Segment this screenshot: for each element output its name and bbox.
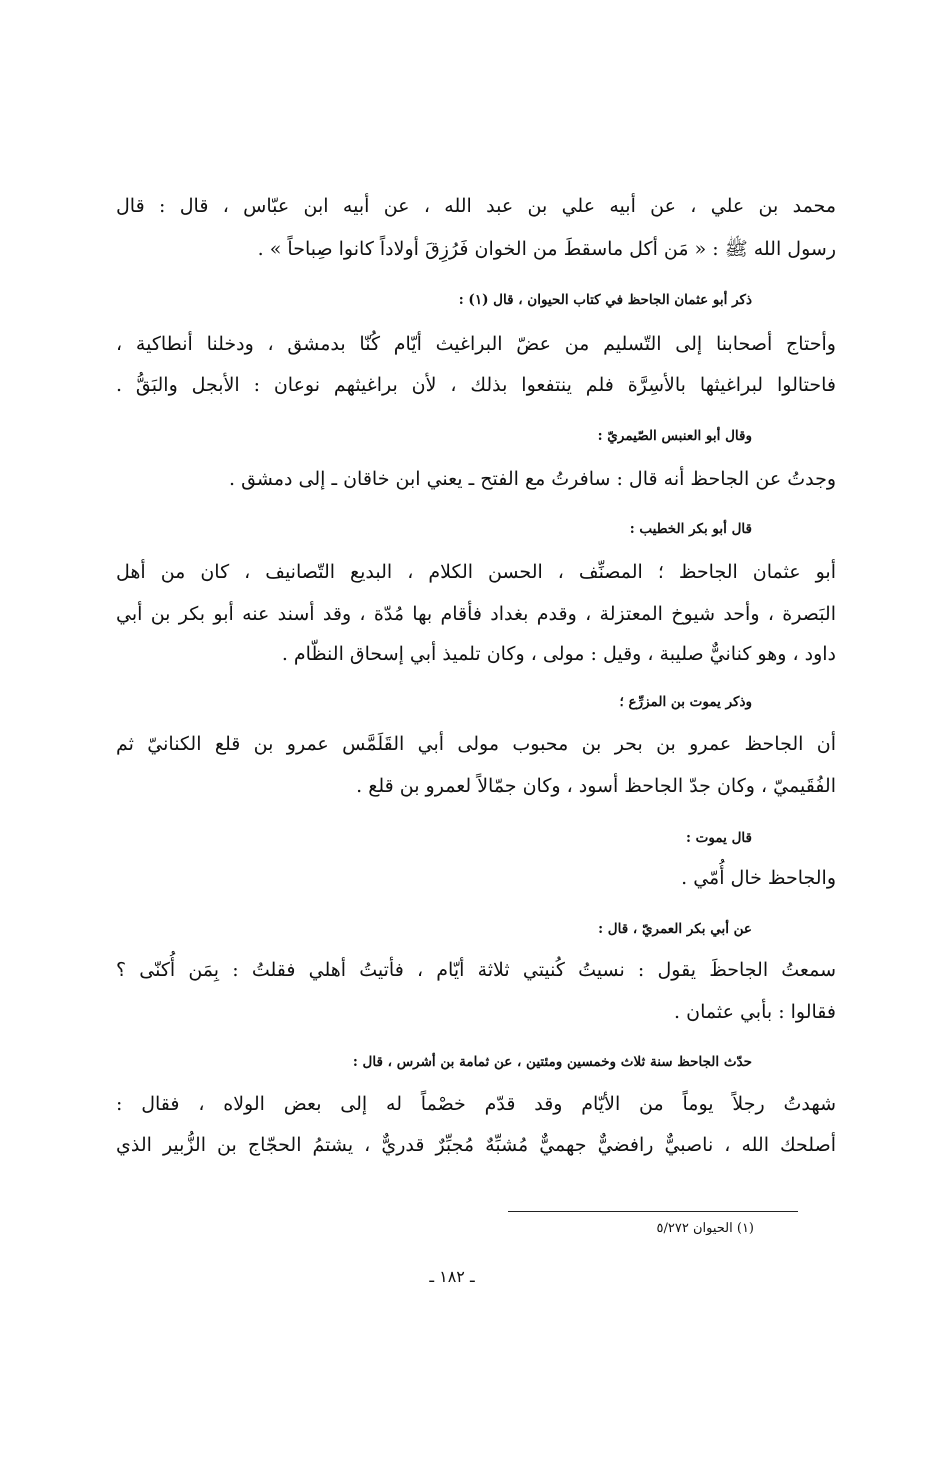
text-line-8: داود ، وهو كنانيٌّ صليبة ، وقيل : مولى ، وكان تلميذ أبي إسحاق النظّام . <box>281 643 836 665</box>
text-line-14: شهدتُ رجلاً يوماً من الأيّام وقد قدّم خصْماً له إلى بعض الولاه ، فقال : <box>116 1093 836 1115</box>
text-line-4: فاحتالوا لبراغيثها بالأسِرَّة فلم ينتفعوا بذلك ، لأن براغيثهم نوعان : الأبجل والبَقُّ . <box>116 374 836 396</box>
footnote: (١) الحيوان ٥/٢٧٢ <box>656 1221 754 1236</box>
footnote-separator <box>508 1211 798 1212</box>
section-heading-yamut: وذكر يموت بن المزرِّع ؛ <box>619 694 752 710</box>
text-line-13: فقالوا : بأبي عثمان . <box>674 1001 836 1023</box>
text-line-10: الفُقَيميّ ، وكان جدّ الجاحظ أسود ، وكان جمّالاً لعمرو بن قلع . <box>356 775 836 797</box>
text-line-3: وأحتاج أصحابنا إلى التّسليم من عضّ البراغيث أيّام كُنّا بدمشق ، ودخلنا أنطاكية ، <box>116 333 836 355</box>
text-line-6: أبو عثمان الجاحظ ؛ المصنِّف ، الحسن الكلام ، البديع التّصانيف ، كان من أهل <box>116 561 836 583</box>
section-heading-khatib: قال أبو بكر الخطيب : <box>629 521 752 537</box>
text-line-15: أصلحك الله ، ناصبيٌّ رافضيٌّ جهميٌّ مُشبِّهٌ مُجبِّرٌ قدريٌّ ، يشتمُ الحجّاج بن الزُّبير الذي <box>116 1134 836 1156</box>
text-line-9: أن الجاحظ عمرو بن بحر بن محبوب مولى أبي القَلَمَّس عمرو بن قلع الكنانيّ ثم <box>116 733 836 755</box>
text-line-2: رسول الله ﷺ : « مَن أكل ماسقطَ من الخوان فَرُزِقَ أولاداً كانوا صِباحاً » . <box>257 238 836 260</box>
text-line-7: البَصرة ، وأحد شيوخ المعتزلة ، وقدم بغداد فأقام بها مُدّة ، وقد أسند عنه أبو بكر بن أبي <box>116 603 836 625</box>
section-heading-abul-anbas: وقال أبو العنبس الصّيمريّ : <box>597 428 752 444</box>
section-heading-thumama: حدّث الجاحظ سنة ثلاث وخمسين ومئتين ، عن ثمامة بن أشرس ، قال : <box>352 1054 752 1070</box>
page-number: ـ ١٨٢ ـ <box>429 1267 475 1286</box>
text-line-12: سمعتُ الجاحظَ يقول : نسيتُ كُنيتي ثلاثة أيّام ، فأتيتُ أهلي فقلتُ : بِمَن أُكنّى ؟ <box>116 959 836 981</box>
section-heading-umari: عن أبي بكر العمريّ ، قال : <box>598 921 752 937</box>
text-line-5: وجدتُ عن الجاحظ أنه قال : سافرتُ مع الفتح ـ يعني ابن خاقان ـ إلى دمشق . <box>229 468 836 490</box>
section-heading-yamut-qal: قال يموت : <box>685 830 752 846</box>
section-heading-jahiz-hayawan: ذكر أبو عثمان الجاحظ في كتاب الحيوان ، قال (١) : <box>458 292 752 308</box>
text-line-1: محمد بن علي ، عن أبيه علي بن عبد الله ، عن أبيه ابن عبّاس ، قال : قال <box>116 195 836 217</box>
text-line-11: والجاحظ خال أُمّي . <box>681 867 836 889</box>
